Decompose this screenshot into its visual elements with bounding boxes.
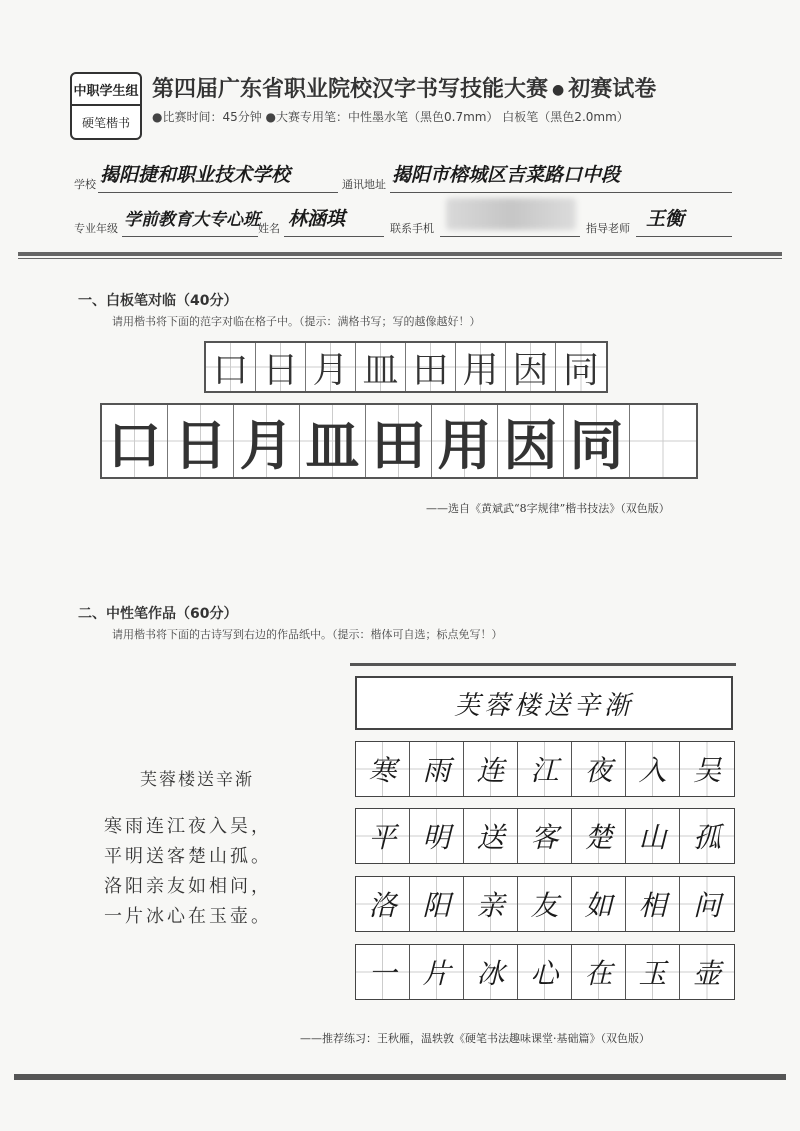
work-cell[interactable]: 一 <box>356 945 410 999</box>
practice-char-grid <box>100 403 698 479</box>
work-cell[interactable]: 片 <box>410 945 464 999</box>
poem-title: 芙蓉楼送辛渐 <box>140 770 254 790</box>
teacher-label: 指导老师 <box>586 222 630 235</box>
work-cell[interactable]: 玉 <box>626 945 680 999</box>
work-cell[interactable]: 雨 <box>410 742 464 796</box>
group-badge <box>70 72 142 140</box>
exam-info: ●比赛时间：45分钟 ●大赛专用笔：中性墨水笔（黑色0.7mm） 白板笔（黑色2.0mm） <box>152 110 629 124</box>
header-divider <box>18 252 782 256</box>
page-title <box>152 72 752 103</box>
grade-value[interactable]: 学前教育大专心班 <box>124 210 260 230</box>
phone-label: 联系手机 <box>390 222 434 235</box>
bullet-icon: ● <box>552 82 565 98</box>
practice-cell[interactable]: 田 <box>366 405 432 477</box>
model-char: 用 <box>456 343 506 391</box>
work-cell[interactable]: 冰 <box>464 945 518 999</box>
grade-underline <box>122 236 258 237</box>
badge-category: 硬笔楷书 <box>81 115 130 130</box>
school-value[interactable]: 揭阳捷和职业技术学校 <box>100 164 291 186</box>
section2-hint: 请用楷书将下面的古诗写到右边的作品纸中。（提示：楷体可自选；标点免写！） <box>112 628 503 641</box>
practice-cell[interactable]: 同 <box>564 405 630 477</box>
work-cell[interactable]: 客 <box>518 809 572 863</box>
work-cell[interactable]: 入 <box>626 742 680 796</box>
badge-group: 中职学生组 <box>72 74 140 106</box>
model-char: 日 <box>256 343 306 391</box>
phone-underline <box>440 236 580 237</box>
work-row <box>355 944 735 1000</box>
model-char: 田 <box>406 343 456 391</box>
section2-source: ——推荐练习：王秋雁，温轶敦《硬笔书法趣味课堂·基础篇》（双色版） <box>300 1032 650 1045</box>
name-label: 姓名 <box>258 222 280 235</box>
poem-line: 洛阳亲友如相问， <box>104 876 272 897</box>
work-paper-topline <box>350 663 736 666</box>
work-title[interactable]: 芙蓉楼送辛渐 <box>355 676 733 730</box>
work-cell[interactable]: 友 <box>518 877 572 931</box>
work-cell[interactable]: 亲 <box>464 877 518 931</box>
practice-cell[interactable]: 月 <box>234 405 300 477</box>
work-cell[interactable]: 心 <box>518 945 572 999</box>
name-value[interactable]: 林涵琪 <box>288 208 346 230</box>
model-char: 因 <box>506 343 556 391</box>
work-cell[interactable]: 相 <box>626 877 680 931</box>
work-cell[interactable]: 寒 <box>356 742 410 796</box>
section1-source: ——选自《黄斌武“8字规律”楷书技法》（双色版） <box>426 502 670 515</box>
work-cell[interactable]: 如 <box>572 877 626 931</box>
model-char: 皿 <box>356 343 406 391</box>
poem-line: 一片冰心在玉壶。 <box>104 906 272 927</box>
model-char-grid <box>204 341 608 393</box>
phone-redacted <box>446 198 576 230</box>
practice-cell[interactable]: 用 <box>432 405 498 477</box>
work-cell[interactable]: 连 <box>464 742 518 796</box>
work-cell[interactable]: 壶 <box>680 945 734 999</box>
poem-line: 寒雨连江夜入吴， <box>104 816 272 837</box>
practice-cell[interactable]: 口 <box>102 405 168 477</box>
work-row <box>355 808 735 864</box>
title-main: 第四届广东省职业院校汉字书写技能大赛 <box>152 77 549 102</box>
work-cell[interactable]: 阳 <box>410 877 464 931</box>
work-cell[interactable]: 在 <box>572 945 626 999</box>
teacher-underline <box>636 236 732 237</box>
work-row <box>355 741 735 797</box>
model-char: 口 <box>206 343 256 391</box>
work-cell[interactable]: 明 <box>410 809 464 863</box>
teacher-value[interactable]: 王衡 <box>646 208 685 230</box>
model-char: 月 <box>306 343 356 391</box>
address-underline <box>390 192 732 193</box>
section1-hint: 请用楷书将下面的范字对临在格子中。（提示：满格书写；写的越像越好！） <box>112 315 481 328</box>
work-cell[interactable]: 楚 <box>572 809 626 863</box>
practice-cell[interactable]: 日 <box>168 405 234 477</box>
work-cell[interactable]: 问 <box>680 877 734 931</box>
work-cell[interactable]: 平 <box>356 809 410 863</box>
title-suffix: 初赛试卷 <box>568 77 657 102</box>
grade-label: 专业年级 <box>74 222 118 235</box>
model-char: 同 <box>556 343 606 391</box>
work-cell[interactable]: 江 <box>518 742 572 796</box>
poem-line: 平明送客楚山孤。 <box>104 846 272 867</box>
section2-title: 二、中性笔作品（60分） <box>78 606 238 622</box>
practice-cell[interactable]: 因 <box>498 405 564 477</box>
address-value[interactable]: 揭阳市榕城区吉菜路口中段 <box>392 164 621 186</box>
practice-cell[interactable] <box>630 405 696 477</box>
school-underline <box>98 192 338 193</box>
footer-divider <box>14 1074 786 1080</box>
name-underline <box>284 236 384 237</box>
address-label: 通讯地址 <box>342 178 386 191</box>
work-row <box>355 876 735 932</box>
section1-title: 一、白板笔对临（40分） <box>78 293 238 309</box>
header-divider-thin <box>18 258 782 259</box>
work-cell[interactable]: 山 <box>626 809 680 863</box>
work-cell[interactable]: 吴 <box>680 742 734 796</box>
work-cell[interactable]: 洛 <box>356 877 410 931</box>
work-cell[interactable]: 夜 <box>572 742 626 796</box>
school-label: 学校 <box>74 178 96 191</box>
work-cell[interactable]: 孤 <box>680 809 734 863</box>
practice-cell[interactable]: 皿 <box>300 405 366 477</box>
work-cell[interactable]: 送 <box>464 809 518 863</box>
